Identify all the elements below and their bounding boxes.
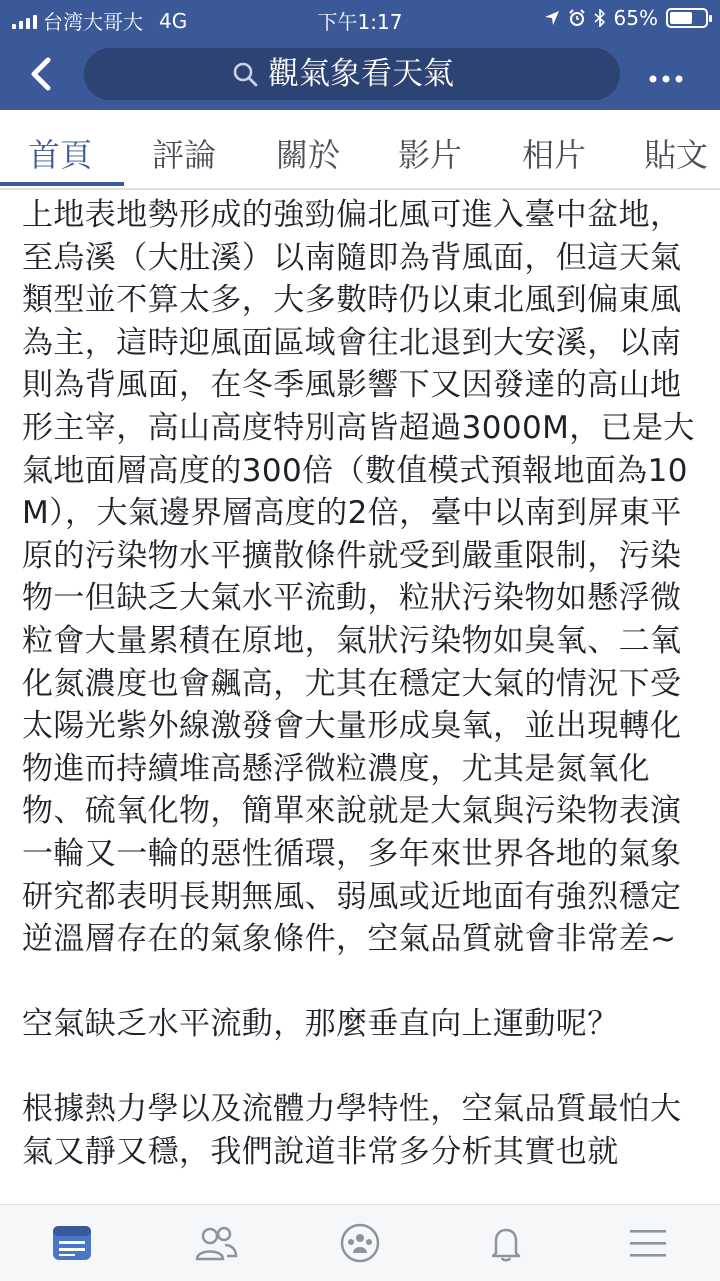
- tab-posts[interactable]: 貼文: [644, 136, 709, 174]
- search-query: 觀氣象看天氣: [268, 56, 454, 92]
- tab-about[interactable]: 關於: [276, 136, 341, 174]
- page-tabs: [0, 112, 720, 190]
- nav-groups[interactable]: [338, 1223, 382, 1263]
- menu-hamburger-icon: [626, 1223, 670, 1263]
- search-bar[interactable]: [84, 48, 620, 100]
- status-bar: [0, 0, 720, 36]
- battery-percent: 65%: [613, 6, 658, 30]
- bottom-navigation: [0, 1204, 720, 1281]
- search-icon: [232, 61, 258, 87]
- network-type: 4G: [159, 8, 188, 33]
- battery-level-fill: [670, 12, 692, 24]
- tab-home[interactable]: 首頁: [28, 136, 93, 174]
- bluetooth-icon: [594, 9, 606, 27]
- battery-icon: [666, 8, 708, 28]
- clock: 下午1:17: [317, 10, 403, 34]
- back-button[interactable]: [28, 50, 68, 94]
- app-header: [0, 0, 720, 110]
- news-feed-icon: [50, 1223, 94, 1263]
- carrier-name: 台湾大哥大: [43, 10, 143, 34]
- post-body: [22, 194, 702, 1204]
- post-paragraph: 根據熱力學以及流體力學特性，空氣品質最怕大氣又靜又穩，我們說道非常多分析其實也就: [22, 1091, 682, 1171]
- tab-reviews[interactable]: 評論: [152, 136, 217, 174]
- nav-notifications[interactable]: [484, 1223, 528, 1263]
- tab-photos[interactable]: 相片: [522, 136, 587, 174]
- groups-icon: [338, 1223, 382, 1263]
- notifications-bell-icon: [484, 1223, 528, 1263]
- nav-menu[interactable]: [626, 1223, 670, 1263]
- active-tab-indicator: [0, 182, 124, 186]
- tab-videos[interactable]: 影片: [398, 136, 463, 174]
- post-paragraph: 空氣缺乏水平流動，那麼垂直向上運動呢？: [22, 1006, 619, 1043]
- more-options-button[interactable]: [648, 55, 688, 95]
- post-paragraph: 上地表地勢形成的強勁偏北風可進入臺中盆地，至烏溪（大肚溪）以南隨即為背風面，但這天氣類型並不算太多，大多數時仍以東北風到偏東風為主，這時迎風面區域會往北退到大安溪，以南則為背風面，在冬季風影響下又因發達的高山地形主宰，高山高度特別高皆超過3000M，已是大氣地面層高度的300倍（數值模式預報地面為10M），大氣邊界層高度的2倍，臺中以南到屏東平原的污染物水平擴散條件就受到嚴重限制，污染物一但缺乏大氣水平流動，粒狀污染物如懸浮微粒會大量累積在原地，氣狀污染物如臭氧、二氧化氮濃度也會飆高，尤其在穩定大氣的情況下受太陽光紫外線激發會大量形成臭氧，並出現轉化物進而持續堆高懸浮微粒濃度，尤其是氮氧化物、硫氧化物，簡單來說就是大氣與污染物表演一輪又一輪的惡性循環，多年來世界各地的氣象研究都表明長期無風、弱風或近地面有強烈穩定逆溫層存在的氣象條件，空氣品質就會非常差~: [22, 197, 695, 958]
- back-arrow-icon: [28, 54, 54, 94]
- more-dots-icon: [648, 74, 684, 84]
- nav-news-feed[interactable]: [50, 1223, 94, 1263]
- friends-icon: [194, 1223, 238, 1263]
- nav-friends[interactable]: [194, 1223, 238, 1263]
- alarm-clock-icon: [568, 9, 586, 27]
- location-arrow-icon: [544, 10, 560, 26]
